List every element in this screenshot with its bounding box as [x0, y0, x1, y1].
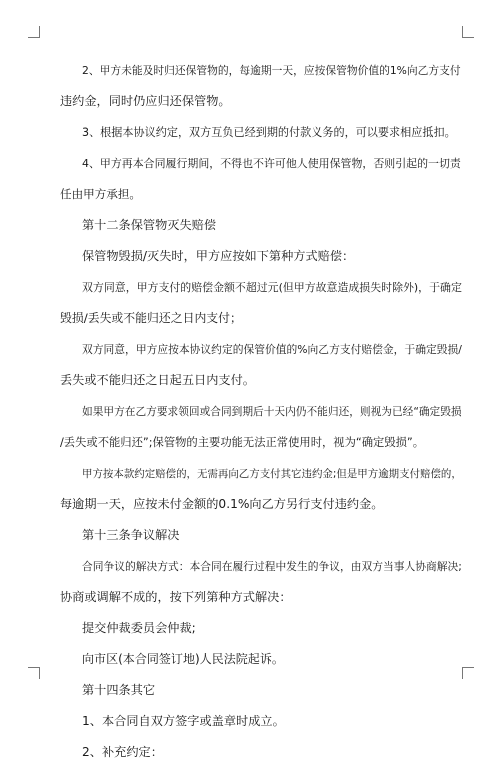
- paragraph-line: 如果甲方在乙方要求领回或合同到期后十天内仍不能归还，则视为已经“确定毁损: [82, 405, 462, 418]
- paragraph-line: 丢失或不能归还之日起五日内支付。: [60, 373, 255, 387]
- crop-mark-top-left: [28, 26, 40, 38]
- paragraph-line: 提交仲裁委员会仲裁;: [82, 621, 196, 635]
- crop-mark-bottom-left: [28, 667, 40, 679]
- section-heading: 第十二条保管物灭失赔偿: [82, 218, 217, 232]
- section-heading: 第十四条其它: [82, 683, 156, 697]
- paragraph-line: 2、补充约定：: [82, 745, 163, 759]
- paragraph-line: 合同争议的解决方式：本合同在履行过程中发生的争议，由双方当事人协商解决;: [82, 560, 462, 573]
- paragraph-line: 甲方按本款约定赔偿的，无需再向乙方支付其它违约金;但是甲方逾期支付赔偿的，: [82, 468, 462, 480]
- paragraph-line: 保管物毁损/灭失时，甲方应按如下第种方式赔偿：: [82, 249, 355, 263]
- paragraph-line: 违约金，同时仍应归还保管物。: [60, 94, 231, 108]
- paragraph-line: 4、甲方再本合同履行期间，不得也不许可他人使用保管物，否则引起的一切责: [82, 157, 461, 170]
- paragraph-line: 双方同意，甲方支付的赔偿金额不超过元(但甲方故意造成损失时除外)，于确定: [82, 281, 462, 294]
- paragraph-line: 3、根据本协议约定，双方互负已经到期的付款义务的，可以要求相应抵扣。: [82, 126, 456, 139]
- paragraph-line: 双方同意，甲方应按本协议约定的保管价值的%向乙方支付赔偿金，于确定毁损/: [82, 343, 462, 356]
- paragraph-line: 向市区(本合同签订地)人民法院起诉。: [82, 652, 284, 666]
- section-heading: 第十三条争议解决: [82, 528, 180, 542]
- paragraph-line: 协商或调解不成的，按下列第种方式解决：: [60, 590, 292, 604]
- paragraph-line: 2、甲方未能及时归还保管物的，每逾期一天，应按保管物价值的1%向乙方支付: [82, 64, 461, 77]
- paragraph-line: 1、本合同自双方签字或盖章时成立。: [82, 714, 285, 728]
- crop-mark-bottom-right: [462, 667, 474, 679]
- paragraph-line: 每逾期一天，应按未付金额的0.1%向乙方另行支付违约金。: [60, 497, 384, 511]
- paragraph-line: /丢失或不能归还”;保管物的主要功能无法正常使用时，视为“确定毁损”。: [60, 436, 425, 449]
- paragraph-line: 任由甲方承担。: [60, 187, 141, 201]
- crop-mark-top-right: [462, 26, 474, 38]
- paragraph-line: 毁损/丢失或不能归还之日内支付；: [60, 311, 242, 325]
